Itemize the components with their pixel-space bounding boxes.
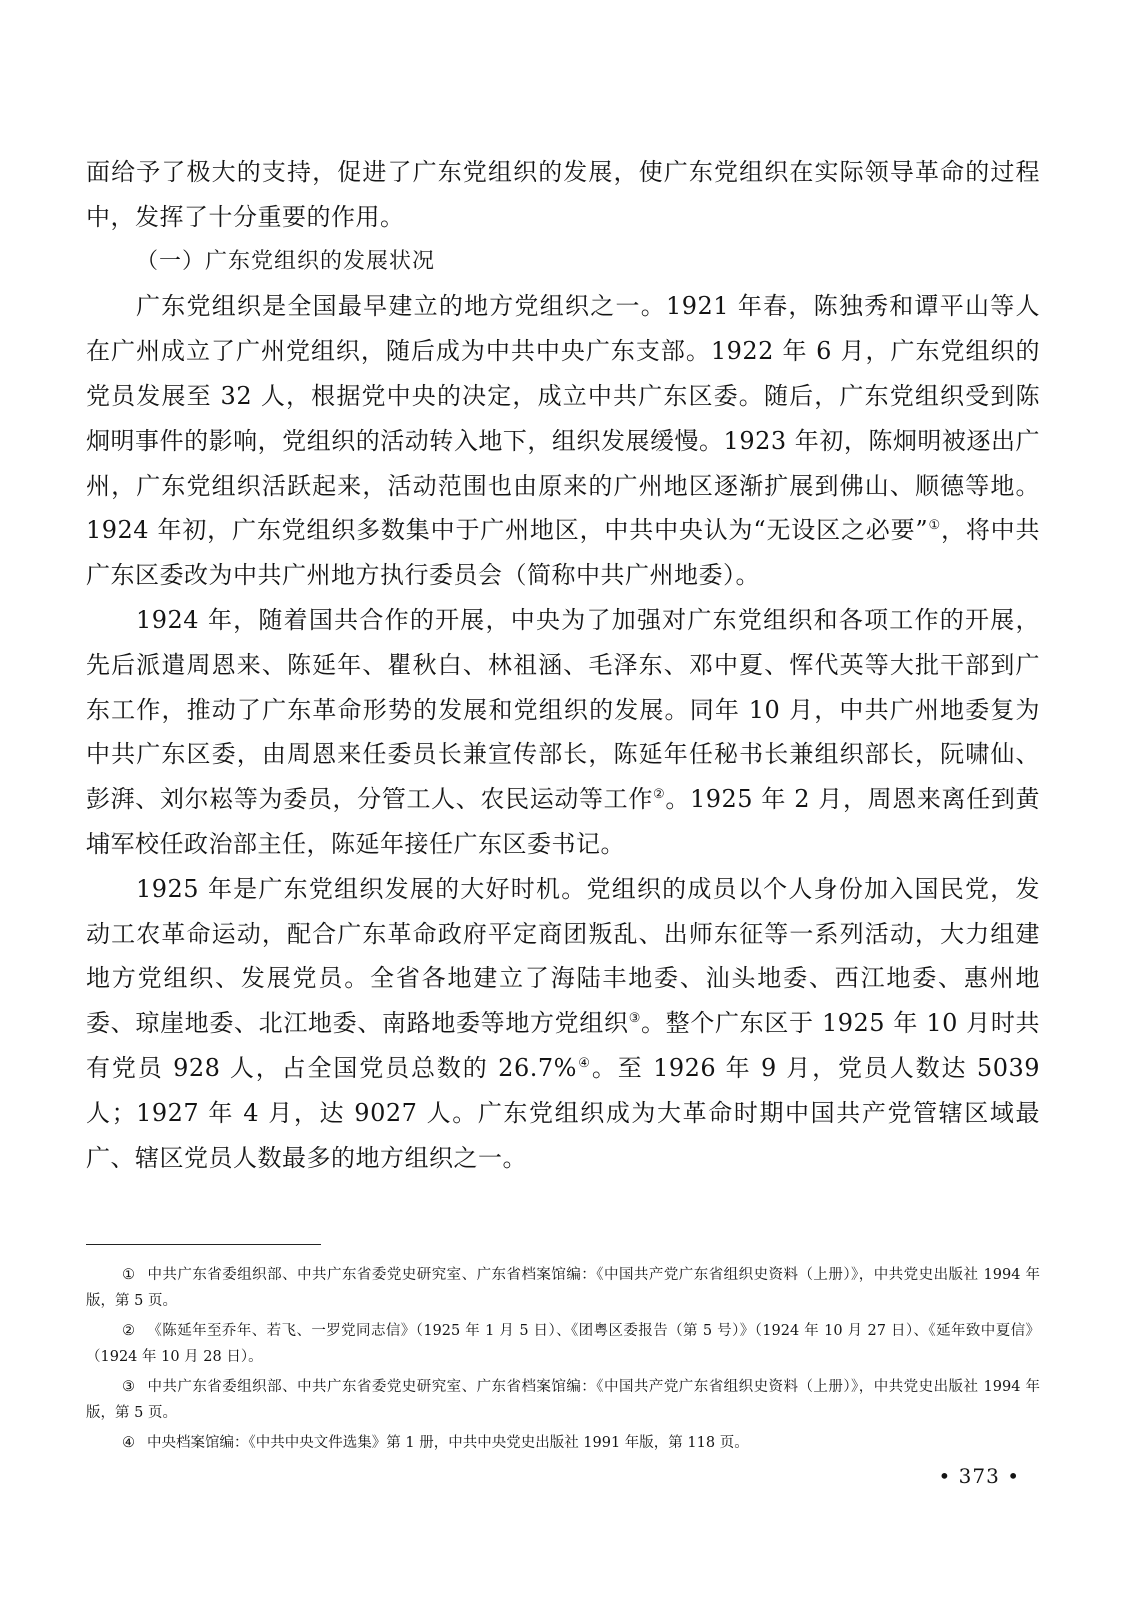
- paragraph-3: [86, 867, 1040, 1181]
- paragraph-1: [86, 284, 1040, 598]
- paragraph-continued: [86, 150, 1040, 240]
- paragraph-2: [86, 598, 1040, 867]
- paragraph-text: 。整个广东区于 1925 年 10 月时共有党员 928 人，占全国党员总数的 26.7%: [86, 1009, 1040, 1082]
- footnote-mark: ②: [122, 1323, 135, 1339]
- section-heading: [86, 240, 1040, 285]
- footnote-2: [86, 1318, 1040, 1370]
- footnote-ref-3[interactable]: ③: [628, 1011, 642, 1027]
- heading-text: （一）广东党组织的发展状况: [136, 248, 436, 274]
- footnote-1: [86, 1262, 1040, 1314]
- page-number: • 373 •: [938, 1464, 1020, 1488]
- footnote-text: 《陈延年至乔年、若飞、一罗党同志信》（1925 年 1 月 5 日）、《团粤区委报告（第 5 号）》（1924 年 10 月 27 日）、《延年致中夏信》（1924 年 10 月 28 日）。: [86, 1323, 1040, 1365]
- footnote-3: [86, 1374, 1040, 1426]
- paragraph-text: 1924 年，随着国共合作的开展，中央为了加强对广东党组织和各项工作的开展，先后派遣周恩来、陈延年、瞿秋白、林祖涵、毛泽东、邓中夏、恽代英等大批干部到广东工作，推动了广东革命形势的发展和党组织的发展。同年 10 月，中共广州地委复为中共广东区委，由周恩来任委员长兼宣传部长，陈延年任秘书长兼组织部长，阮啸仙、彭湃、刘尔崧等为委员，分管工人、农民运动等工作: [86, 605, 1040, 814]
- footnote-mark: ④: [122, 1435, 135, 1451]
- footnote-mark: ③: [122, 1379, 135, 1395]
- footnote-ref-1[interactable]: ①: [928, 518, 942, 534]
- footnote-4: [86, 1430, 1040, 1456]
- paragraph-text: 。至 1926 年 9 月，党员人数达 5039 人；1927 年 4 月，达 9027 人。广东党组织成为大革命时期中国共产党管辖区域最广、辖区党员人数最多的地方组织之一。: [86, 1053, 1041, 1172]
- footnote-text: 中共广东省委组织部、中共广东省委党史研究室、广东省档案馆编：《中国共产党广东省组织史资料（上册）》，中共党史出版社 1994 年版，第 5 页。: [86, 1379, 1040, 1421]
- paragraph-text: 1925 年是广东党组织发展的大好时机。党组织的成员以个人身份加入国民党，发动工农革命运动，配合广东革命政府平定商团叛乱、出师东征等一系列活动，大力组建地方党组织、发展党员。全省各地建立了海陆丰地委、汕头地委、西江地委、惠州地委、琼崖地委、北江地委、南路地委等地方党组织: [86, 874, 1040, 1038]
- footnote-text: 中央档案馆编：《中共中央文件选集》第 1 册，中共中央党史出版社 1991 年版，第 118 页。: [147, 1435, 749, 1451]
- footnote-text: 中共广东省委组织部、中共广东省委党史研究室、广东省档案馆编：《中国共产党广东省组织史资料（上册）》，中共党史出版社 1994 年版，第 5 页。: [86, 1267, 1040, 1309]
- footnote-mark: ①: [122, 1267, 135, 1283]
- paragraph-text: 面给予了极大的支持，促进了广东党组织的发展，使广东党组织在实际领导革命的过程中，发挥了十分重要的作用。: [86, 158, 1040, 231]
- footnotes: [86, 1262, 1040, 1460]
- footnote-ref-2[interactable]: ②: [653, 787, 666, 803]
- footnote-divider: [86, 1244, 321, 1245]
- paragraph-text: 广东党组织是全国最早建立的地方党组织之一。1921 年春，陈独秀和谭平山等人在广州成立了广州党组织，随后成为中共中央广东支部。1922 年 6 月，广东党组织的党员发展至 32 人，根据党中央的决定，成立中共广东区委。随后，广东党组织受到陈炯明事件的影响，党组织的活动转入地下，组织发展缓慢。1923 年初，陈炯明被逐出广州，广东党组织活跃起来，活动范围也由原来的广州地区逐渐扩展到佛山、顺德等地。1924 年初，广东党组织多数集中于广州地区，中共中央认为“无设区之必要”: [86, 292, 1040, 545]
- main-text: [86, 150, 1040, 1180]
- paragraph-text: ，将中共广东区委改为中共广州地方执行委员会（简称中共广州地委）。: [86, 516, 1040, 590]
- paragraph-text: 。1925 年 2 月，周恩来离任到黄埔军校任政治部主任，陈延年接任广东区委书记。: [86, 785, 1041, 858]
- footnote-ref-4[interactable]: ④: [576, 1055, 592, 1071]
